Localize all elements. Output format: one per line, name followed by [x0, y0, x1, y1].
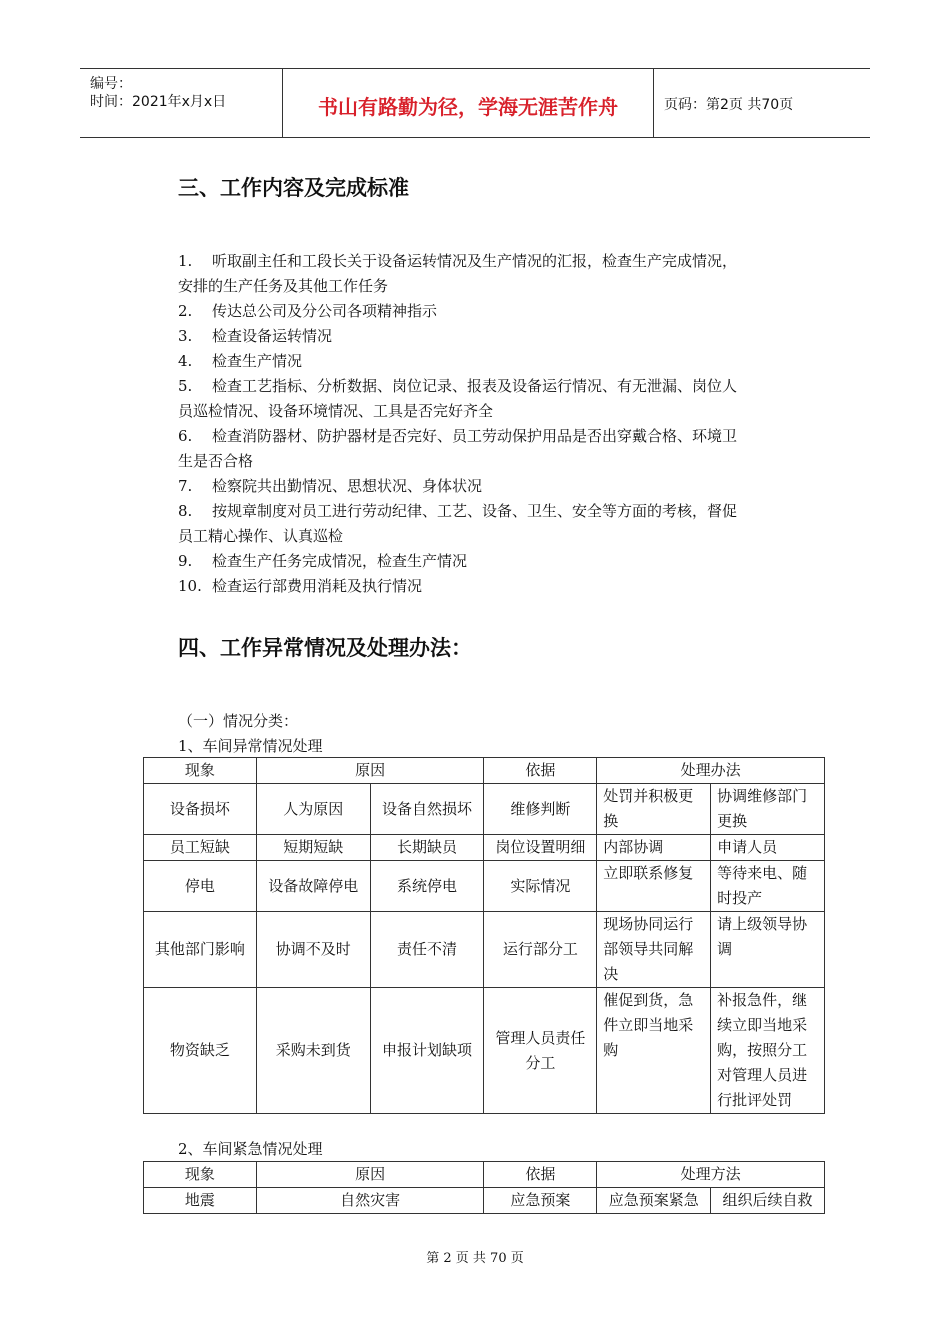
item-text: 检查设备运转情况 [212, 327, 333, 345]
table-cell: 协调维修部门更换 [711, 784, 825, 835]
table-cell: 责任不清 [370, 912, 484, 988]
table-cell: 人为原因 [256, 784, 370, 835]
header-cell: 现象 [144, 758, 257, 784]
header-cell: 原因 [256, 1162, 484, 1188]
header-cell: 处理方法 [597, 1162, 825, 1188]
table1-caption: 1、车间异常情况处理 [178, 737, 323, 755]
header-page [654, 69, 870, 137]
table-cell: 申报计划缺项 [370, 988, 484, 1114]
table-cell: 物资缺乏 [144, 988, 257, 1114]
table-cell: 设备损坏 [144, 784, 257, 835]
list-item [178, 424, 808, 474]
list-item [178, 299, 808, 324]
item-number: 6. [178, 427, 193, 445]
item-number: 1. [178, 252, 193, 270]
item-number: 8. [178, 502, 193, 520]
table-cell: 组织后续自救 [711, 1188, 825, 1214]
header-cell: 处理办法 [597, 758, 825, 784]
page-footer: 第 2 页 共 70 页 [426, 1251, 524, 1266]
table-cell: 系统停电 [370, 861, 484, 912]
table-cell: 岗位设置明细 [484, 835, 597, 861]
table-cell: 立即联系修复 [597, 861, 711, 912]
item-number: 7. [178, 477, 193, 495]
table-header-row [144, 758, 825, 784]
table-cell: 地震 [144, 1188, 257, 1214]
item-text: 检察院共出勤情况、思想状况、身体状况 [212, 477, 483, 495]
header-cell: 原因 [256, 758, 484, 784]
list-item [178, 549, 808, 574]
item-text: 检查运行部费用消耗及执行情况 [212, 577, 423, 595]
section4-title: 四、工作异常情况及处理办法： [178, 636, 472, 660]
table-cell: 应急预案 [484, 1188, 597, 1214]
list-item [178, 374, 808, 424]
item-text: 检查消防器材、防护器材是否完好、员工劳动保护用品是否出穿戴合格、环境卫 [212, 427, 738, 445]
page-info: 页码：第2页 共70页 [664, 97, 794, 113]
classify-label: （一）情况分类： [178, 712, 299, 730]
item-number: 10. [178, 577, 202, 595]
item-text: 按规章制度对员工进行劳动纪律、工艺、设备、卫生、安全等方面的考核，督促 [212, 502, 738, 520]
list-item [178, 349, 808, 374]
table-cell: 补报急件，继续立即当地采购，按照分工对管理人员进行批评处罚 [711, 988, 825, 1114]
page-header [80, 68, 870, 138]
table-row [144, 835, 825, 861]
list-item [178, 499, 808, 549]
item-text: 检查生产任务完成情况，检查生产情况 [212, 552, 468, 570]
table-row [144, 784, 825, 835]
item-text: 检查生产情况 [212, 352, 303, 370]
item-text: 传达总公司及分公司各项精神指示 [212, 302, 438, 320]
table-cell: 申请人员 [711, 835, 825, 861]
table-cell: 停电 [144, 861, 257, 912]
table-cell: 实际情况 [484, 861, 597, 912]
list-item [178, 249, 808, 299]
table-cell: 设备故障停电 [256, 861, 370, 912]
list-item [178, 474, 808, 499]
section3-title: 三、工作内容及完成标准 [178, 176, 409, 200]
table-row [144, 988, 825, 1114]
table-cell: 应急预案紧急 [597, 1188, 711, 1214]
table-row [144, 1188, 825, 1214]
item-number: 2. [178, 302, 193, 320]
table-cell: 协调不及时 [256, 912, 370, 988]
table-cell: 管理人员责任分工 [484, 988, 597, 1114]
item-text-cont: 安排的生产任务及其他工作任务 [178, 277, 389, 295]
motto-text: 书山有路勤为径，学海无涯苦作舟 [318, 95, 618, 119]
table-cell: 设备自然损坏 [370, 784, 484, 835]
table-row [144, 912, 825, 988]
item-number: 3. [178, 327, 193, 345]
table-cell: 短期短缺 [256, 835, 370, 861]
table-cell: 自然灾害 [256, 1188, 484, 1214]
table-cell: 长期缺员 [370, 835, 484, 861]
table-cell: 内部协调 [597, 835, 711, 861]
item-text-cont: 员巡检情况、设备环境情况、工具是否完好齐全 [178, 402, 494, 420]
table-cell: 催促到货，急件立即当地采购 [597, 988, 711, 1114]
item-text: 听取副主任和工段长关于设备运转情况及生产情况的汇报，检查生产完成情况， [212, 252, 738, 270]
table-row [144, 861, 825, 912]
table-cell: 运行部分工 [484, 912, 597, 988]
item-text: 检查工艺指标、分析数据、岗位记录、报表及设备运行情况、有无泄漏、岗位人 [212, 377, 738, 395]
time-label: 时间：2021年x月x日 [90, 94, 227, 110]
header-meta [80, 69, 283, 137]
header-cell: 依据 [484, 1162, 597, 1188]
table2-caption: 2、车间紧急情况处理 [178, 1140, 323, 1158]
item-text-cont: 生是否合格 [178, 452, 254, 470]
table-cell: 现场协同运行部领导共同解决 [597, 912, 711, 988]
table-cell: 请上级领导协调 [711, 912, 825, 988]
work-content-list [178, 249, 808, 599]
workshop-abnormal-table [143, 757, 825, 1114]
header-motto [283, 69, 654, 137]
table-header-row [144, 1162, 825, 1188]
item-number: 9. [178, 552, 193, 570]
item-number: 5. [178, 377, 193, 395]
table-cell: 处罚并积极更换 [597, 784, 711, 835]
item-number: 4. [178, 352, 193, 370]
table-cell: 等待来电、随时投产 [711, 861, 825, 912]
table-cell: 采购未到货 [256, 988, 370, 1114]
list-item [178, 574, 808, 599]
table-cell: 其他部门影响 [144, 912, 257, 988]
list-item [178, 324, 808, 349]
number-label: 编号： [90, 76, 132, 92]
item-text-cont: 员工精心操作、认真巡检 [178, 527, 344, 545]
header-cell: 现象 [144, 1162, 257, 1188]
table-cell: 维修判断 [484, 784, 597, 835]
header-cell: 依据 [484, 758, 597, 784]
table-cell: 员工短缺 [144, 835, 257, 861]
workshop-emergency-table [143, 1161, 825, 1214]
